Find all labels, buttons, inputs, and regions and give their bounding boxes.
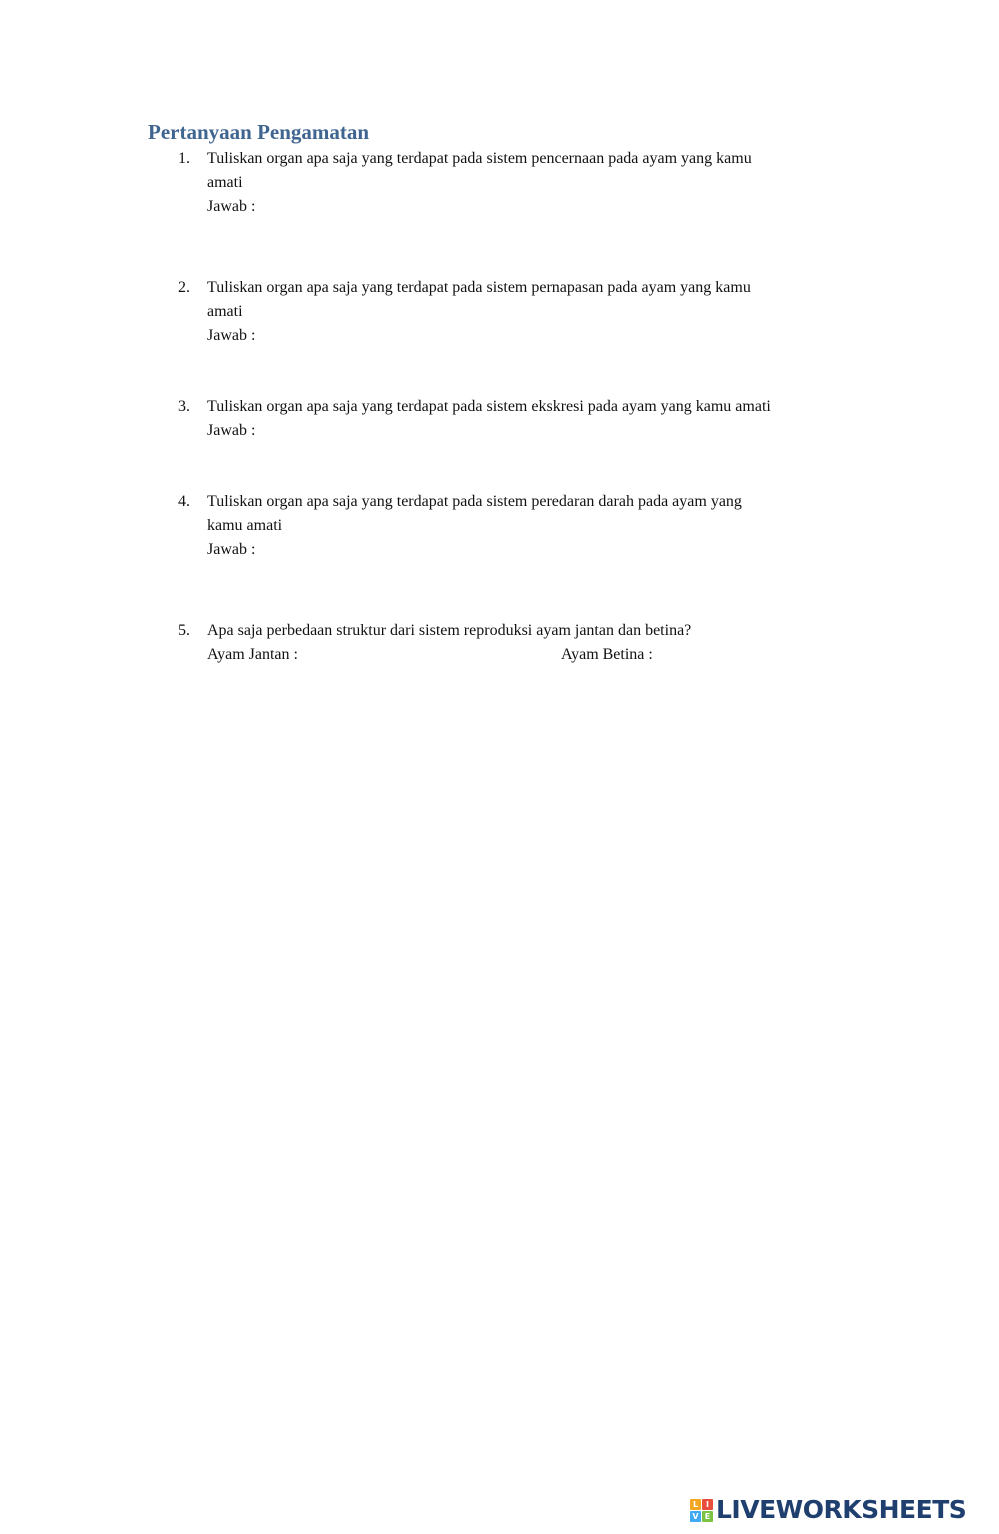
- question-text-line: amati: [207, 174, 243, 191]
- liveworksheets-logo-icon: [690, 1499, 713, 1522]
- logo-letter: L: [690, 1499, 701, 1510]
- page-title: Pertanyaan Pengamatan: [148, 120, 370, 144]
- question-4: [148, 490, 868, 562]
- question-number: 3.: [178, 398, 190, 415]
- answer-label: Jawab :: [207, 327, 256, 344]
- question-text-line: Tuliskan organ apa saja yang terdapat pada sistem ekskresi pada ayam yang kamu amati: [207, 398, 771, 415]
- answer-row: [207, 643, 868, 667]
- answer-label: Jawab :: [207, 422, 256, 439]
- question-number: 5.: [178, 622, 190, 639]
- logo-letter: I: [702, 1499, 713, 1510]
- question-number: 4.: [178, 493, 190, 510]
- question-number: 1.: [178, 150, 190, 167]
- answer-label: Jawab :: [207, 198, 256, 215]
- question-text-line: Tuliskan organ apa saja yang terdapat pada sistem pencernaan pada ayam yang kamu: [207, 150, 752, 167]
- question-text-line: kamu amati: [207, 517, 283, 534]
- answer-label-jantan: Ayam Jantan :: [207, 646, 298, 663]
- question-1: [148, 147, 868, 219]
- question-text-line: Tuliskan organ apa saja yang terdapat pada sistem peredaran darah pada ayam yang: [207, 493, 742, 510]
- question-number: 2.: [178, 279, 190, 296]
- question-5: [148, 619, 868, 667]
- question-text-line: Tuliskan organ apa saja yang terdapat pada sistem pernapasan pada ayam yang kamu: [207, 279, 751, 296]
- liveworksheets-wordmark: LIVEWORKSHEETS: [716, 1495, 967, 1524]
- answer-label: Jawab :: [207, 541, 256, 558]
- question-3: [148, 395, 868, 443]
- logo-letter: V: [690, 1511, 701, 1522]
- answer-label-betina: Ayam Betina :: [561, 646, 653, 663]
- question-text-line: amati: [207, 303, 243, 320]
- question-text-line: Apa saja perbedaan struktur dari sistem reproduksi ayam jantan dan betina?: [207, 622, 692, 639]
- question-2: [148, 276, 868, 348]
- liveworksheets-watermark: [690, 1496, 966, 1524]
- logo-letter: E: [702, 1511, 713, 1522]
